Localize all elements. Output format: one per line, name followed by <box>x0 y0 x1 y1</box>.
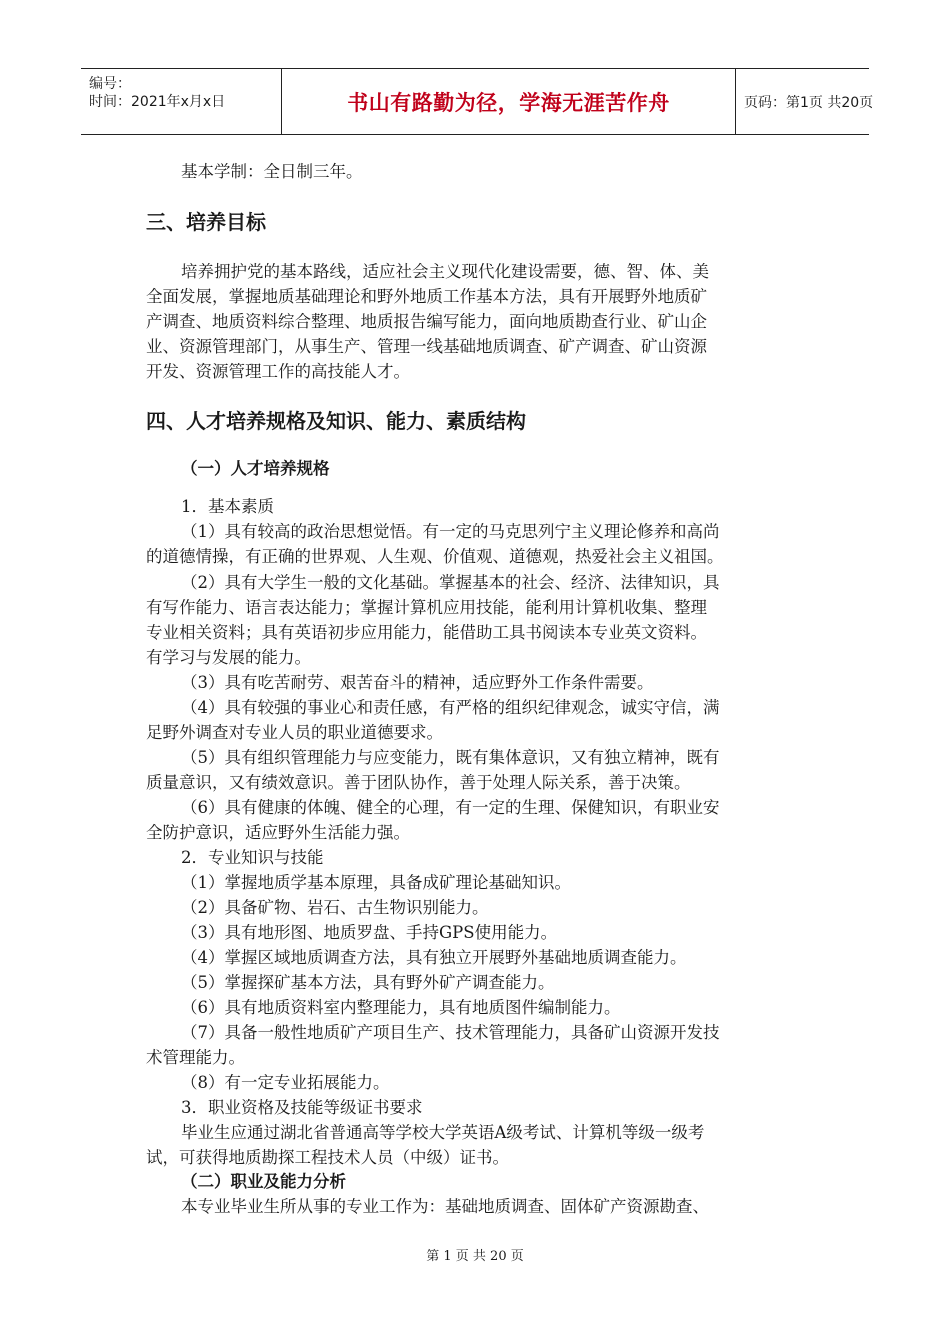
paragraph-line: （1）具有较高的政治思想觉悟。有一定的马克思列宁主义理论修养和高尚 <box>181 522 720 541</box>
paragraph-line: （3）具有地形图、地质罗盘、手持GPS使用能力。 <box>181 923 558 942</box>
paragraph-line: （1）掌握地质学基本原理，具备成矿理论基础知识。 <box>181 873 571 892</box>
paragraph-line: 全面发展，掌握地质基础理论和野外地质工作基本方法，具有开展野外地质矿 <box>146 287 707 306</box>
paragraph-line: 业、资源管理部门，从事生产、管理一线基础地质调查、矿产调查、矿山资源 <box>146 337 707 356</box>
subsection-heading: （二）职业及能力分析 <box>181 1172 346 1191</box>
paragraph-line: 全防护意识，适应野外生活能力强。 <box>146 823 410 842</box>
section-heading: 三、培养目标 <box>146 210 266 234</box>
document-number-label: 编号： <box>89 76 131 92</box>
paragraph-line: 试，可获得地质勘探工程技术人员（中级）证书。 <box>146 1148 509 1167</box>
paragraph-line: （2）具有大学生一般的文化基础。掌握基本的社会、经济、法律知识，具 <box>181 573 720 592</box>
section-heading: 四、人才培养规格及知识、能力、素质结构 <box>146 409 526 433</box>
page-footer: 第 1 页 共 20 页 <box>426 1249 524 1264</box>
paragraph-line: 有学习与发展的能力。 <box>146 648 311 667</box>
header-meta-cell <box>81 69 282 134</box>
paragraph-line: （4）具有较强的事业心和责任感，有严格的组织纪律观念，诚实守信，满 <box>181 698 720 717</box>
header-motto-cell <box>282 69 736 134</box>
subsection-label: 3．职业资格及技能等级证书要求 <box>181 1098 423 1117</box>
paragraph-line: 专业相关资料；具有英语初步应用能力，能借助工具书阅读本专业英文资料。 <box>146 623 707 642</box>
document-date-label: 时间：2021年x月x日 <box>89 94 226 110</box>
paragraph-line: 产调查、地质资料综合整理、地质报告编写能力，面向地质勘查行业、矿山企 <box>146 312 707 331</box>
page-header <box>81 68 874 135</box>
paragraph-line: 足野外调查对专业人员的职业道德要求。 <box>146 723 443 742</box>
paragraph-line: （5）具有组织管理能力与应变能力，既有集体意识，又有独立精神，既有 <box>181 748 720 767</box>
paragraph-line: 有写作能力、语言表达能力；掌握计算机应用技能，能利用计算机收集、整理 <box>146 598 707 617</box>
paragraph-line: 的道德情操，有正确的世界观、人生观、价值观、道德观，热爱社会主义祖国。 <box>146 547 724 566</box>
header-motto: 书山有路勤为径，学海无涯苦作舟 <box>347 90 670 115</box>
paragraph-line: 质量意识，又有绩效意识。善于团队协作，善于处理人际关系，善于决策。 <box>146 773 691 792</box>
header-page-cell <box>736 69 874 134</box>
header-page-number: 页码：第1页 共20页 <box>744 94 874 111</box>
paragraph-line: 术管理能力。 <box>146 1048 245 1067</box>
paragraph-line: （6）具有健康的体魄、健全的心理，有一定的生理、保健知识，有职业安 <box>181 798 720 817</box>
paragraph-line: 基本学制：全日制三年。 <box>181 162 363 181</box>
paragraph-line: （2）具备矿物、岩石、古生物识别能力。 <box>181 898 489 917</box>
paragraph-line: （8）有一定专业拓展能力。 <box>181 1073 390 1092</box>
paragraph-line: 毕业生应通过湖北省普通高等学校大学英语A级考试、计算机等级一级考 <box>181 1123 705 1142</box>
paragraph-line: （3）具有吃苦耐劳、艰苦奋斗的精神，适应野外工作条件需要。 <box>181 673 654 692</box>
subsection-label: 2．专业知识与技能 <box>181 848 324 867</box>
paragraph-line: （6）具有地质资料室内整理能力，具有地质图件编制能力。 <box>181 998 621 1017</box>
paragraph-line: （5）掌握探矿基本方法，具有野外矿产调查能力。 <box>181 973 555 992</box>
paragraph-line: （7）具备一般性地质矿产项目生产、技术管理能力，具备矿山资源开发技 <box>181 1023 720 1042</box>
paragraph-line: 培养拥护党的基本路线，适应社会主义现代化建设需要，德、智、体、美 <box>181 262 709 281</box>
subsection-heading: （一）人才培养规格 <box>181 459 330 478</box>
paragraph-line: 开发、资源管理工作的高技能人才。 <box>146 362 410 381</box>
paragraph-line: （4）掌握区域地质调查方法，具有独立开展野外基础地质调查能力。 <box>181 948 687 967</box>
paragraph-line: 本专业毕业生所从事的专业工作为：基础地质调查、固体矿产资源勘查、 <box>181 1197 709 1216</box>
subsection-label: 1．基本素质 <box>181 497 274 516</box>
